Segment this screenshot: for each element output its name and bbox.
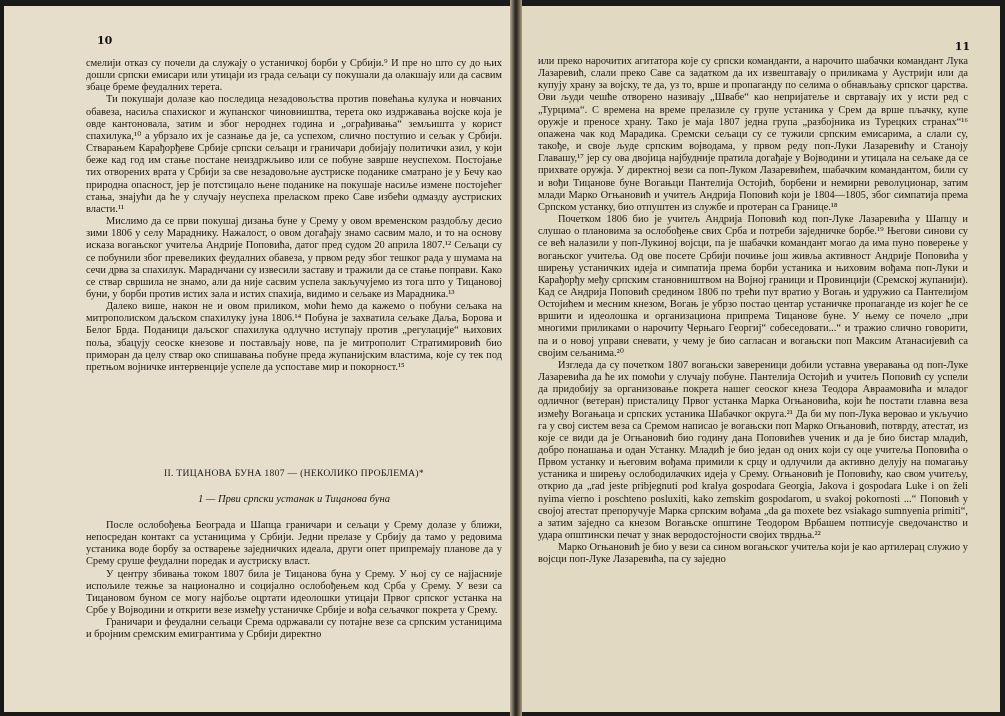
right-page-number: 11 — [954, 40, 970, 53]
paragraph: Марко Огњановић је био у вези са сином вогањског учитеља који је као артилерац служио у војсци поп-Луке Лазаревића, па су заједно — [538, 542, 968, 566]
paragraph: После ослобођења Београда и Шапца граничари и сељаци у Срему долазе у ближи, непосредан контакт са устаницима у Србији. Једни прелазе у Србију да тамо у редовима устаника воде борбу за остварење заједничких идеала, други опет припремају планове да у Срему сруше феудални поредак и аустриску власт. — [86, 520, 502, 568]
paragraph: У центру збивања током 1807 била је Тицанова буна у Срему. У њој су се најјасније испољиле тежње за национално и социјално ослобођењем код Срба у Срему. У вези са Тицановом буном се могу најбоље оцртати идеолошки утицаји Првог српског устанка на Србе у Војводини и открити везе између устаничке Србије и вођа сељачког покрета у Срему. — [86, 568, 502, 617]
paragraph: смелији отказ су почели да служају о устаничкој борби у Србији.⁹ И пре но што су до њих дошли српски емисари или утицаји из града сељаци су покушали да олакшају или да сасвим збаце бреме феудалних терета. — [86, 58, 502, 94]
left-page-bottom-text — [86, 520, 502, 642]
left-page-number: 10 — [97, 34, 113, 47]
left-page — [4, 6, 510, 712]
left-page-top-text — [86, 58, 502, 374]
paragraph: Граничари и феудални сељаци Срема одржавали су потајне везе са српским устаницима и бројним сремским емигрантима у Србији директно — [86, 617, 502, 641]
paragraph: или преко нарочитих агитатора које су српски команданти, а нарочито шабачки командант Лука Лазаревић, слали преко Саве са задатком да их извештавају о приликама у Аустрији или да купују храну за војску, те да, уз то, врше и пропаганду по селима о обнављању српског царства. Ови људи чешће отворено називају „Швабе“ као непријатеље и свртавају их у исти ред с „Турцима“. С времена на време прелазиле су групе устаника у Срем да врше пљачку, купе оружје и преносе храну. Тако је маја 1807 једна група „разбојника из Турецких странах“¹⁶ опажена чак код Марадика. Сремски сељаци су се тужили српским емисарима, а слали су, такође, и своје људе српским војводама, у првом реду поп-Луки Лазаревићу и Станоју Главашу,¹⁷ јер су ова двојица најбудније пратила догађаје у Војводини и утицала на сељаке да се прихвате оружја. У директној вези са поп-Луком Лазаревићем, шабачким командантом, били су и вођи Тицанове буне Вогањци Пантелија Остојић, борбени и немирни револуционар, затим млади Марко Огњановић и учитељ Андрија Поповић који је 1804—1805, због симпатија према Српском устанку, био отпуштен из службе и протеран са Границе.¹⁸ — [538, 56, 968, 213]
book-gutter — [510, 0, 522, 716]
section-heading: II. ТИЦАНОВА БУНА 1807 — (НЕКОЛИКО ПРОБЛЕМА)* — [163, 468, 425, 479]
paragraph: Мислимо да се први покушај дизања буне у Срему у овом временском раздобљу десио зими 1806 у селу Мараднику. Нажалост, о овом догађају знамо сасвим мало, и то на основу исказа вогањског учитеља Андрије Поповића, датог пред судом 20 априла 1807.¹² Сељаци су се побунили због превеликих феудалних обавеза, у првом реду због тешког рада у шумама на сечи дрва за спахилук. Мараднчани су извесили заставу и тражили да се стање поправи. Како се ствар свршила не знамо, али да није сасвим успела закључујемо из тога што у Тицановој буни, у борби против истих зала и истих спахија, видимо и сељаке из Марадника.¹³ — [86, 216, 502, 300]
paragraph: Изгледа да су почетком 1807 вогањски завереници добили уставна уверавања од поп-Луке Лазаревића да ће их помоћи у случају побуне. Пантелија Остојић и учитељ Поповић су успели да придобију за организовање покрета нашег сеоског кнеза Теодора Авраамовића и младог одличног (ветеран) присталицу Првог устанка Марка Огњановића, који ће постати главна веза између Вогањаца и српских устаника Шабачког округа.²¹ Да би му поп-Лука веровао и укључио га у свој систем веза са Сремом написао је вогањски поп Марко Огњановић, потврду, атестат, из које се види да је Огњановић био годину дана Поповићев ученик и да је био бистар младић, добро понашања и одан Устанку. Младић је био један од оних који су оце учитеља Поповића о Првом устанку и његовим вођама примили к срцу и одлучили да активно делују на помагању устаника и ширењу ослободилачких идеја у Срему. Огњановић је Поповићу, као свом учитељу, открио да „rad jeste pribjegnuti pod kralya gospodara Georgia, Jakova i gospodara Luke i on želi nyima vierno i poschteno posluxiti, kako zemskim gospodarom, u svakoj pokornosti ...“ Поповић у својој атестат препоручује Марка српским вођама „da ga moxete bez vsiakago sumnyenia primiti“, а затим заједно са кнезом Вогањске општине Теодором Врбашем потписује сведочанство и удара општински печат у знак веродостојности својих тврдња.²² — [538, 359, 968, 542]
paragraph: Почетком 1806 био је учитељ Андрија Поповић код поп-Луке Лазаревића у Шапцу и слушао о плановима за ослобођење свих Срба и потреби заједничке борбе.¹⁹ Његови синови су се већ налазили у поп-Лукиној војсци, па је шабачки командант могао да има пуно поверење у вогањског учитеља. Од ове посете Србији почиње још живља активност Андрије Поповића у ширењу устаничких идеја и симпатија према борби устаника и њиховим вођама поп-Луки и Карађорђу међу српским становништвом на Војној граници и Провинцији (Сремској жупанији). Кад се Андрија Поповић средином 1806 по трећи пут вратио у Вогањ и удружио са Пантелијом Остојићем и месним кнезом, Вогањ је убрзо постао центар устаничке пропаганде из којег ће се вршити и идеолошка и организациона припрема Тицанове буне. У њему се почело „при многими приликами о нарочиту Черњаго Георгиј“ собеседовати...“ и тражио слично говорити, па и о новој управи сневати, у чему је био сагласан и вогањски поп Максим Атанасијевић са својим сељанима.²⁰ — [538, 214, 968, 359]
right-page-text — [538, 56, 968, 567]
subsection-heading: 1 — Први српски устанак и Тицанова буна — [197, 494, 391, 505]
right-page — [522, 6, 1000, 712]
paragraph: Ти покушаји долазе као последица незадовољства против повећања кулука и новчаних обавеза, насиља спахиског и жупанског чиновништва, терета око издржавања војске која је овде кантоновала, затим и због нероднех година и „ограђивања“ земљишта у корист спахилука,¹⁰ а убрзало их је сазнање да је, са успехом, слично поступио и сељак у Србији. Стварањем Карађорђеве Србије српски сељаци и граничари добијају политички азил, у који беже кад год им стање постане неиздржљиво или се побуне заврше неуспехом. Постојање тих отворених врата у Србији за све незадовољне аустриске поданике сматрано је у Бечу као природна опасност, јер је потстицало њене поданике на покушаје насиље измене постојећег стања, знајући да ће у случају неуспеха преласком преко Саве избећи одмазду аустриских власти.¹¹ — [86, 94, 502, 215]
paragraph: Далеко више, након не и овом приликом, моћи ћемо да кажемо о побуни сељака на митрополиском даљском спахилуку јуна 1806.¹⁴ Побуна је захватила сељаке Даља, Борова и Белог Брда. Поданици даљског спахилука одлучно иступају против „регулације“ њихових поља, збацују сеоске кнезове и постављају нове, па је митрополит Стратимировић био приморан да целу ствар око спишавања побуне преда жупанијским властима, које су тек под претњом војничке интервенције успеле да успоставе мир и покорност.¹⁵ — [86, 301, 502, 373]
